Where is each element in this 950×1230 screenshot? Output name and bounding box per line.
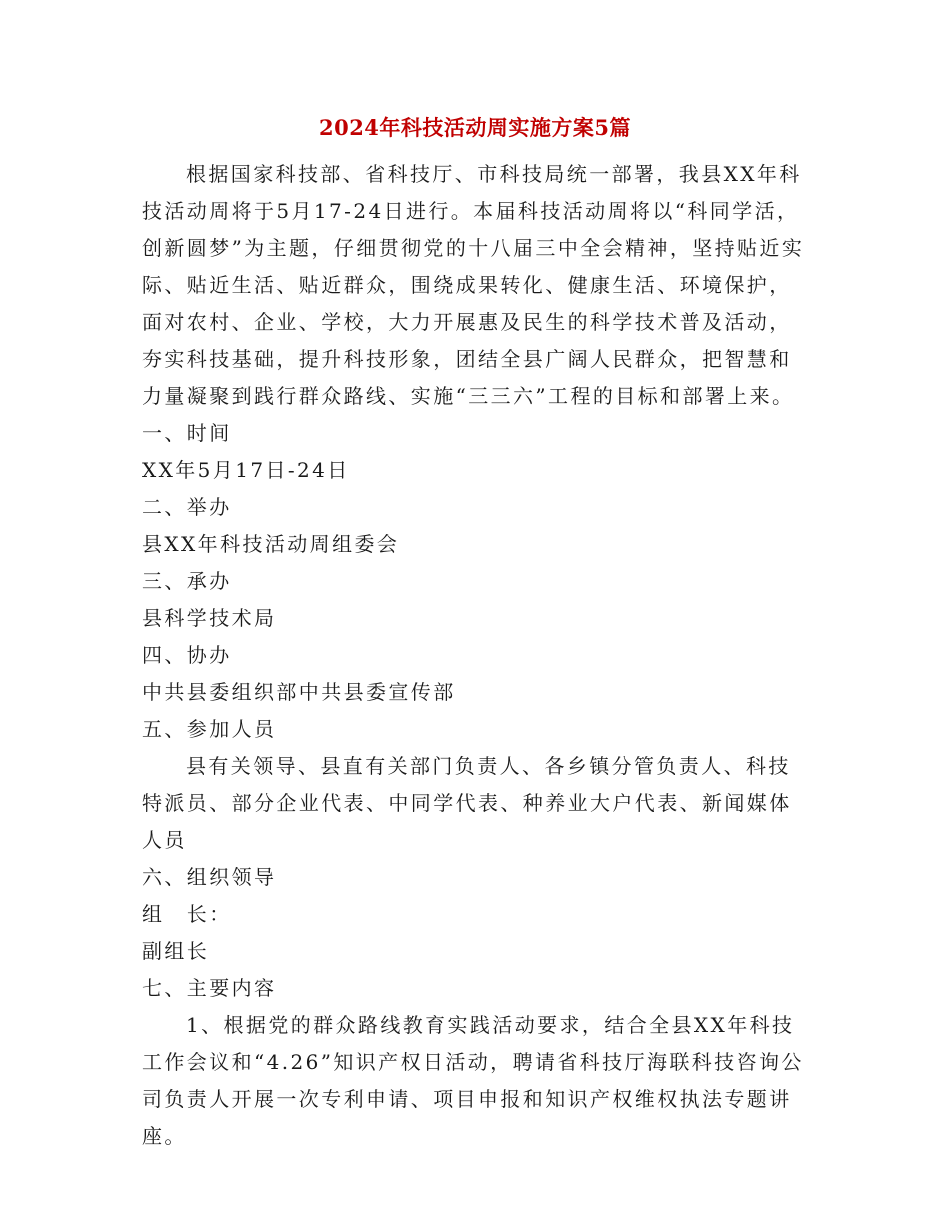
section-heading-leadership: 六、组织领导 [142,865,277,889]
section-heading-participants: 五、参加人员 [142,717,277,741]
deputy-leader-label: 副组长 [142,939,210,963]
leader-label: 组 长： [142,902,232,926]
section-text-co-organizer: 中共县委组织部中共县委宣传部 [142,680,456,704]
section-text-host: 县XX年科技活动周组委会 [142,532,400,556]
section-heading-time: 一、时间 [142,421,232,445]
section-heading-host: 二、举办 [142,495,232,519]
section-heading-content: 七、主要内容 [142,976,277,1000]
section-text-content-item-1: 1、根据党的群众路线教育实践活动要求，结合全县XX年科技工作会议和“4.26”知识产权日活动，聘请省科技厅海联科技咨询公司负责人开展一次专利申请、项目申报和知识产权维权执法专题讲座。 [142,1013,804,1148]
intro-paragraph: 根据国家科技部、省科技厅、市科技局统一部署，我县XX年科技活动周将于5月17-24日进行。本届科技活动周将以“科同学活，创新圆梦”为主题，仔细贯彻党的十八届三中全会精神，坚持贴近实际、贴近生活、贴近群众，围绕成果转化、健康生活、环境保护，面对农村、企业、学校，大力开展惠及民生的科学技术普及活动，夯实科技基础，提升科技形象，团结全县广阔人民群众，把智慧和力量凝聚到践行群众路线、实施“三三六”工程的目标和部署上来。 [142,162,805,408]
document-body [142,156,810,1155]
section-heading-organizer: 三、承办 [142,569,232,593]
section-heading-co-organizer: 四、协办 [142,643,232,667]
document-title: 2024年科技活动周实施方案5篇 [318,115,632,140]
section-text-time: XX年5月17日-24日 [142,458,350,482]
section-text-participants: 县有关领导、县直有关部门负责人、各乡镇分管负责人、科技特派员、部分企业代表、中同学代表、种养业大户代表、新闻媒体人员 [142,754,792,852]
section-text-organizer: 县科学技术局 [142,606,277,630]
